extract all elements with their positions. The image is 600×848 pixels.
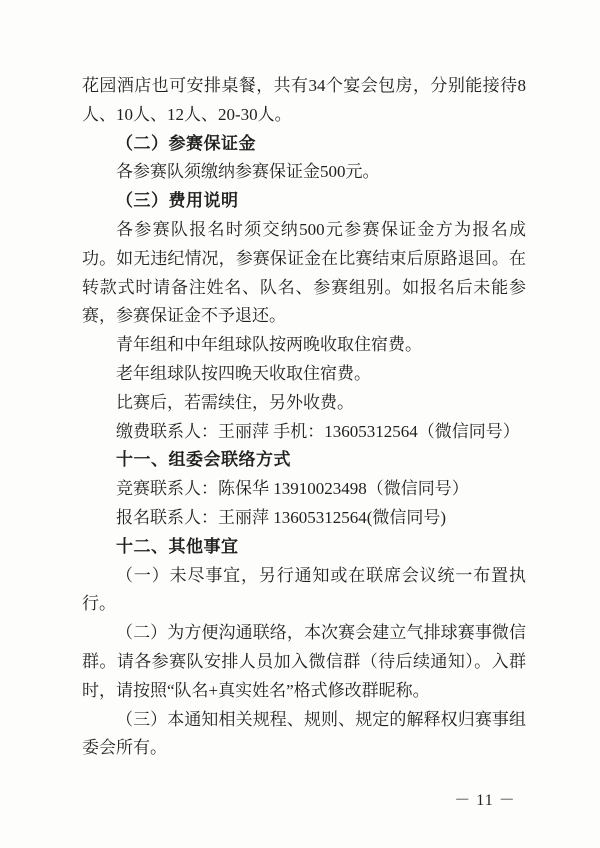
para-deposit-amount: 各参赛队须缴纳参赛保证金500元。	[116, 162, 380, 182]
para-payment-contact: 缴费联系人：王丽萍 手机：13605312564（微信同号）	[116, 421, 520, 441]
para-other-matters-2: （二）为方便沟通联络，本次赛会建立气排球赛事微信群。请各参赛队安排人员加入微信群（待后续通知）。入群时，请按照“队名+真实姓名”格式修改群昵称。	[82, 623, 526, 700]
heading-entry-deposit: （二）参赛保证金	[116, 133, 256, 153]
para-youth-lodging-fee: 青年组和中年组球队按两晚收取住宿费。	[116, 335, 422, 355]
para-registration-contact: 报名联系人：王丽萍 13605312564(微信同号)	[116, 507, 447, 527]
para-senior-lodging-fee: 老年组球队按四晚天收取住宿费。	[116, 363, 371, 383]
heading-committee-contact: 十一、组委会联络方式	[116, 450, 291, 470]
page-number: － 11 －	[454, 792, 516, 809]
para-hotel-banquet: 花园酒店也可安排桌餐，共有34个宴会包房，分别能接待8人、10人、12人、20-30人。	[82, 76, 526, 124]
para-fee-details: 各参赛队报名时须交纳500元参赛保证金方为报名成功。如无违纪情况，参赛保证金在比赛结束后原路退回。在转款式时请备注姓名、队名、参赛组别。如报名后未能参赛，参赛保证金不予退还。	[82, 219, 526, 326]
para-other-matters-1: （一）未尽事宜，另行通知或在联席会议统一布置执行。	[82, 565, 526, 614]
para-extra-stay-fee: 比赛后，若需续住，另外收费。	[116, 392, 354, 412]
heading-fee-explanation: （三）费用说明	[116, 191, 239, 211]
document-body	[82, 72, 526, 763]
heading-other-matters: 十二、其他事宜	[116, 536, 239, 556]
para-other-matters-3: （三）本通知相关规程、规则、规定的解释权归赛事组委会所有。	[82, 709, 526, 758]
para-competition-contact: 竞赛联系人：陈保华 13910023498（微信同号）	[116, 479, 469, 499]
